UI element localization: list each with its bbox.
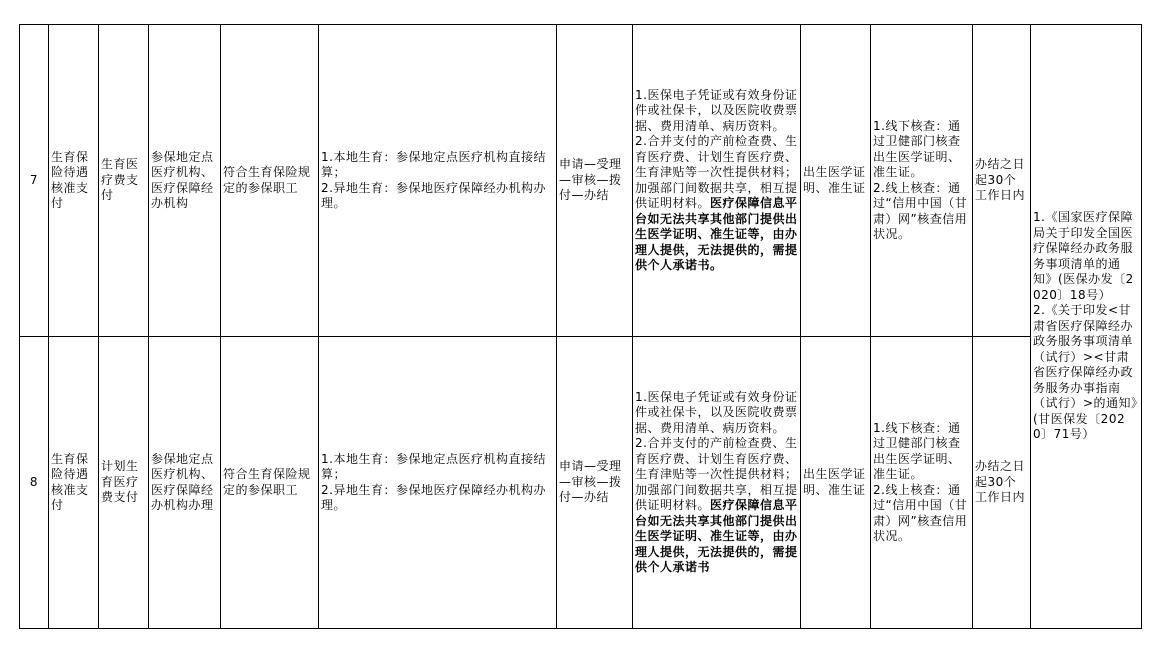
materials-item-1: 1.医保电子凭证或有效身份证件或社保卡，以及医院收费票据、费用清单、病历资料。 [635, 87, 798, 133]
row-number: 8 [20, 337, 49, 629]
table-row [20, 337, 1142, 629]
materials-bold-note: 医疗保障信息平台如无法共享其他部门提供出生医学证明、准生证等，由办理人提供，无法提供的，需提供个人承诺书。 [635, 196, 798, 272]
standard-cell [319, 337, 557, 629]
standard-remote: 2.异地生育：参保地医疗保障经办机构办理。 [321, 180, 546, 210]
time-limit: 办结之日起30个工作日内 [973, 337, 1031, 629]
verification-offline: 1.线下核查：通过卫健部门核查出生医学证明、准生证。 [873, 420, 961, 481]
sub-item-name: 计划生育医疗费支付 [99, 337, 149, 629]
item-name: 生育保险待遇核准支付 [49, 25, 99, 337]
verification-online: 2.线上核查：通过“信用中国（甘肃）网”核查信用状况。 [873, 180, 968, 241]
row-number: 7 [20, 25, 49, 337]
verification-online: 2.线上核查：通过“信用中国（甘肃）网”核查信用状况。 [873, 482, 968, 543]
handling-subject: 参保地定点医疗机构、医疗保障经办机构办理 [149, 337, 221, 629]
item-name: 生育保险待遇核准支付 [49, 337, 99, 629]
verification-cell [871, 337, 973, 629]
service-items-table [19, 24, 1142, 629]
policy-basis-cell [1031, 25, 1142, 629]
standard-local: 1.本地生育：参保地定点医疗机构直接结算； [321, 451, 546, 481]
standard-cell [319, 25, 557, 337]
materials-item-1: 1.医保电子凭证或有效身份证件或社保卡，以及医院收费票据、费用清单、病历资料。 [635, 389, 798, 435]
policy-basis-1: 1.《国家医疗保障局关于印发全国医疗保障经办政务服务事项清单的通知》(医保办发〔2020〕18号） [1033, 210, 1134, 302]
materials-item-2: 2.合并支付的产前检查费、生育医疗费、计划生育医疗费、生育津贴等一次性提供材料；加强部门间数据共享，相互提供证明材料。 [635, 134, 798, 210]
time-limit: 办结之日起30个工作日内 [973, 25, 1031, 337]
process-flow: 申请—受理—审核—拨付—办结 [557, 337, 633, 629]
eligibility-condition: 符合生育保险规定的参保职工 [221, 337, 319, 629]
materials-bold-note: 医疗保障信息平台如无法共享其他部门提供出生医学证明、准生证等，由办理人提供，无法提供的，需提供个人承诺书 [635, 498, 798, 574]
handling-subject: 参保地定点医疗机构、医疗保障经办机构 [149, 25, 221, 337]
sub-item-name: 生育医疗费支付 [99, 25, 149, 337]
verification-cell [871, 25, 973, 337]
policy-basis-2: 2.《关于印发<甘肃省医疗保障经办政务服务事项清单（试行）><甘肃省医疗保障经办政务服务办事指南（试行）>的通知》(甘医保发〔2020〕71号） [1033, 303, 1138, 442]
standard-remote: 2.异地生育：参保地医疗保障经办机构办理。 [321, 482, 546, 512]
certificate: 出生医学证明、准生证 [801, 25, 871, 337]
materials-cell [633, 337, 801, 629]
standard-local: 1.本地生育：参保地定点医疗机构直接结算； [321, 149, 546, 179]
table-row [20, 25, 1142, 337]
verification-offline: 1.线下核查：通过卫健部门核查出生医学证明、准生证。 [873, 118, 961, 179]
materials-item-2: 2.合并支付的产前检查费、生育医疗费、计划生育医疗费、生育津贴等一次性提供材料；加强部门间数据共享，相互提供证明材料。 [635, 436, 798, 512]
process-flow: 申请—受理—审核—拨付—办结 [557, 25, 633, 337]
materials-cell [633, 25, 801, 337]
certificate: 出生医学证明、准生证 [801, 337, 871, 629]
eligibility-condition: 符合生育保险规定的参保职工 [221, 25, 319, 337]
